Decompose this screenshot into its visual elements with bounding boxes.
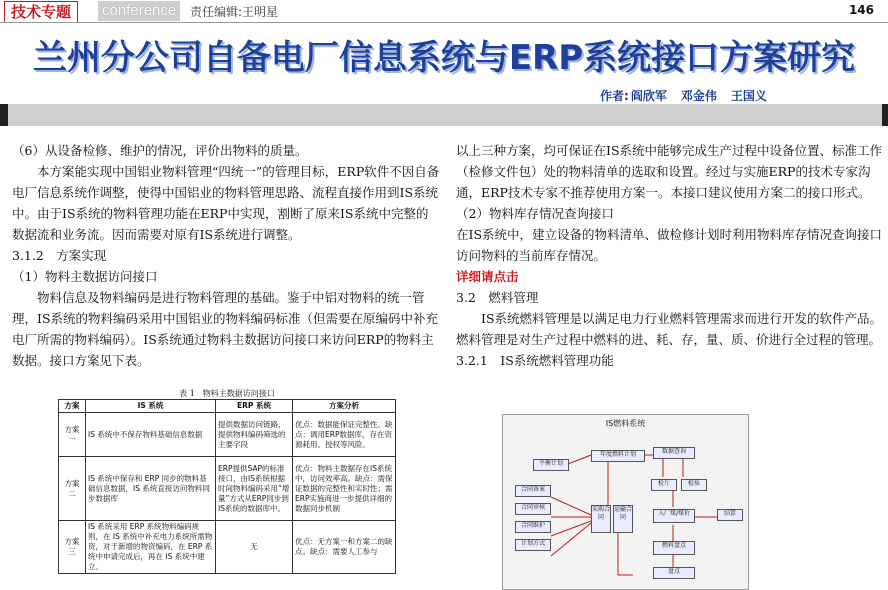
paragraph: IS系统燃料管理是以满足电力行业燃料管理需求而进行开发的软件产品。燃料管理是对生产过程中燃料的进、耗、存，量、质、价进行全过程的管理。 — [456, 311, 883, 347]
column-header: IS 系统 — [86, 400, 216, 413]
column-header: 方案 — [59, 400, 86, 413]
section-tag: 技术专题 — [4, 1, 78, 23]
diagram-node: 运输合同 — [613, 505, 633, 533]
table-cell: 优点：物料主数据存在IS系统中，访问效率高。缺点：需保证数据的完整性和实时性；需ERP实施商进一步提供详细的数据同步机制 — [293, 457, 396, 521]
author-name: 阎欣军 — [630, 89, 667, 103]
table-cell: 提供数据访问链路，提供物料编码筛选的主要字段 — [216, 413, 293, 457]
table-container — [58, 389, 396, 574]
authors-label: 作者: — [600, 89, 629, 103]
column-header: 方案分析 — [293, 400, 396, 413]
table-cell: IS 系统中保存和 ERP 同步的物料基础信息数据，IS 系统直接访问物料同步数据库 — [86, 457, 216, 521]
band-right-block — [882, 104, 888, 126]
author-name: 王国义 — [730, 89, 767, 103]
band-left-block — [0, 104, 8, 126]
authors — [600, 87, 781, 104]
diagram-title: IS燃料系统 — [605, 419, 646, 428]
diagram-connectors — [503, 415, 748, 589]
diagram-node: 盘点 — [653, 567, 695, 579]
table-cell: IS 系统采用 ERP 系统物料编码规则，在 IS 系统中补充电力系统所需物资，对于新增的物资编码，在 ERP 系统中申请完成后，再在 IS 系统中建立。 — [86, 521, 216, 574]
paragraph: 在IS系统中，建立设备的物料清单、做检修计划时利用物料库存情况查询接口访问物料的当前库存情况。 — [456, 227, 883, 263]
editor-credit: 责任编辑:王明星 — [190, 5, 279, 19]
header-divider — [0, 22, 888, 23]
diagram-node: 采购合同 — [591, 505, 611, 533]
diagram-node: 入厂煤/煤价 — [653, 509, 695, 523]
table-row — [59, 457, 396, 521]
subsection-heading: 3.2.1 IS系统燃料管理功能 — [456, 353, 614, 368]
interface-table — [58, 399, 396, 574]
paragraph: 以上三种方案，均可保证在IS系统中能够完成生产过程中设备位置、标准工作（检修文件包）处的物料清单的选取和设置。经过与实施ERP的技术专家沟通，ERP技术专家不推荐使用方案一。本接口建议使用方案二的接口形式。 — [456, 143, 883, 200]
diagram-node: 年度燃料计划 — [591, 450, 645, 462]
table-cell: 方案二 — [59, 457, 86, 521]
table-caption: 表 1 物料主数据访问接口 — [179, 389, 275, 398]
diagram-node: 合同维护 — [515, 521, 551, 533]
diagram-node: 数据查询 — [653, 447, 695, 459]
table-row — [59, 521, 396, 574]
section-heading: 3.1.2 方案实现 — [12, 248, 107, 263]
paragraph: 本方案能实现中国铝业物料管理“四统一”的管理目标，ERP软件不因自备电厂信息系统作调整，使得中国铝业的物料管理思路、流程直接作用到IS系统中。由于IS系统的物料管理功能在ERP中实现，割断了原来IS系统中完整的数据流和业务流。因而需要对原有IS系统进行调整。 — [12, 164, 440, 242]
fuel-system-diagram — [502, 414, 749, 590]
subsection-heading: （2）物料库存情况查询接口 — [456, 206, 614, 221]
table-cell: 优点：数据能保证完整性。缺点：调用ERP数据库，存在资源耗用、授权等风险。 — [293, 413, 396, 457]
column-header: ERP 系统 — [216, 400, 293, 413]
table-row — [59, 413, 396, 457]
diagram-node: 检质 — [681, 479, 707, 491]
table-cell: 方案一 — [59, 413, 86, 457]
diagram-node: 燃料盘点 — [653, 541, 695, 555]
table-cell: ERP提供SAP的标准接口，由IS系统根据时间物料编码采用“增量”方式从ERP同步到IS系统的数据库中。 — [216, 457, 293, 521]
diagram-node: 计划方式 — [515, 539, 551, 551]
diagram-node: 合同备案 — [515, 485, 551, 497]
paragraph: （6）从设备检修、维护的情况，评价出物料的质量。 — [12, 143, 308, 158]
section-heading: 3.2 燃料管理 — [456, 290, 539, 305]
paragraph: 物料信息及物料编码是进行物料管理的基础。鉴于中铝对物料的统一管理，IS系统的物料编码采用中国铝业的物料编码标准（但需要在原编码中补充电厂所需的物料编码）。IS系统通过物料主数据访问接口来访问ERP的物料主数据。接口方案见下表。 — [12, 290, 439, 368]
table-cell: 无 — [216, 521, 293, 574]
subsection-heading: （1）物料主数据访问接口 — [12, 269, 158, 284]
details-link[interactable]: 详细请点击 — [456, 269, 519, 284]
table-cell: 方案三 — [59, 521, 86, 574]
page-number: 146 — [848, 3, 874, 17]
diagram-node: 检斤 — [651, 479, 677, 491]
table-header-row — [59, 400, 396, 413]
right-column — [456, 140, 882, 371]
page-header — [0, 0, 888, 22]
decorative-band — [0, 104, 888, 126]
table-cell: IS 系统中不保存物料基础信息数据 — [86, 413, 216, 457]
left-column — [12, 140, 440, 371]
author-name: 邓金伟 — [680, 89, 717, 103]
diagram-node: 平衡计划 — [533, 459, 569, 471]
conference-label: conference — [98, 1, 180, 21]
table-cell: 优点：无方案一和方案二的缺点。缺点：需要人工参与 — [293, 521, 396, 574]
diagram-node: 结算 — [717, 509, 743, 521]
article-title: 兰州分公司自备电厂信息系统与ERP系统接口方案研究 — [32, 38, 856, 78]
diagram-node: 合同审核 — [515, 503, 551, 515]
